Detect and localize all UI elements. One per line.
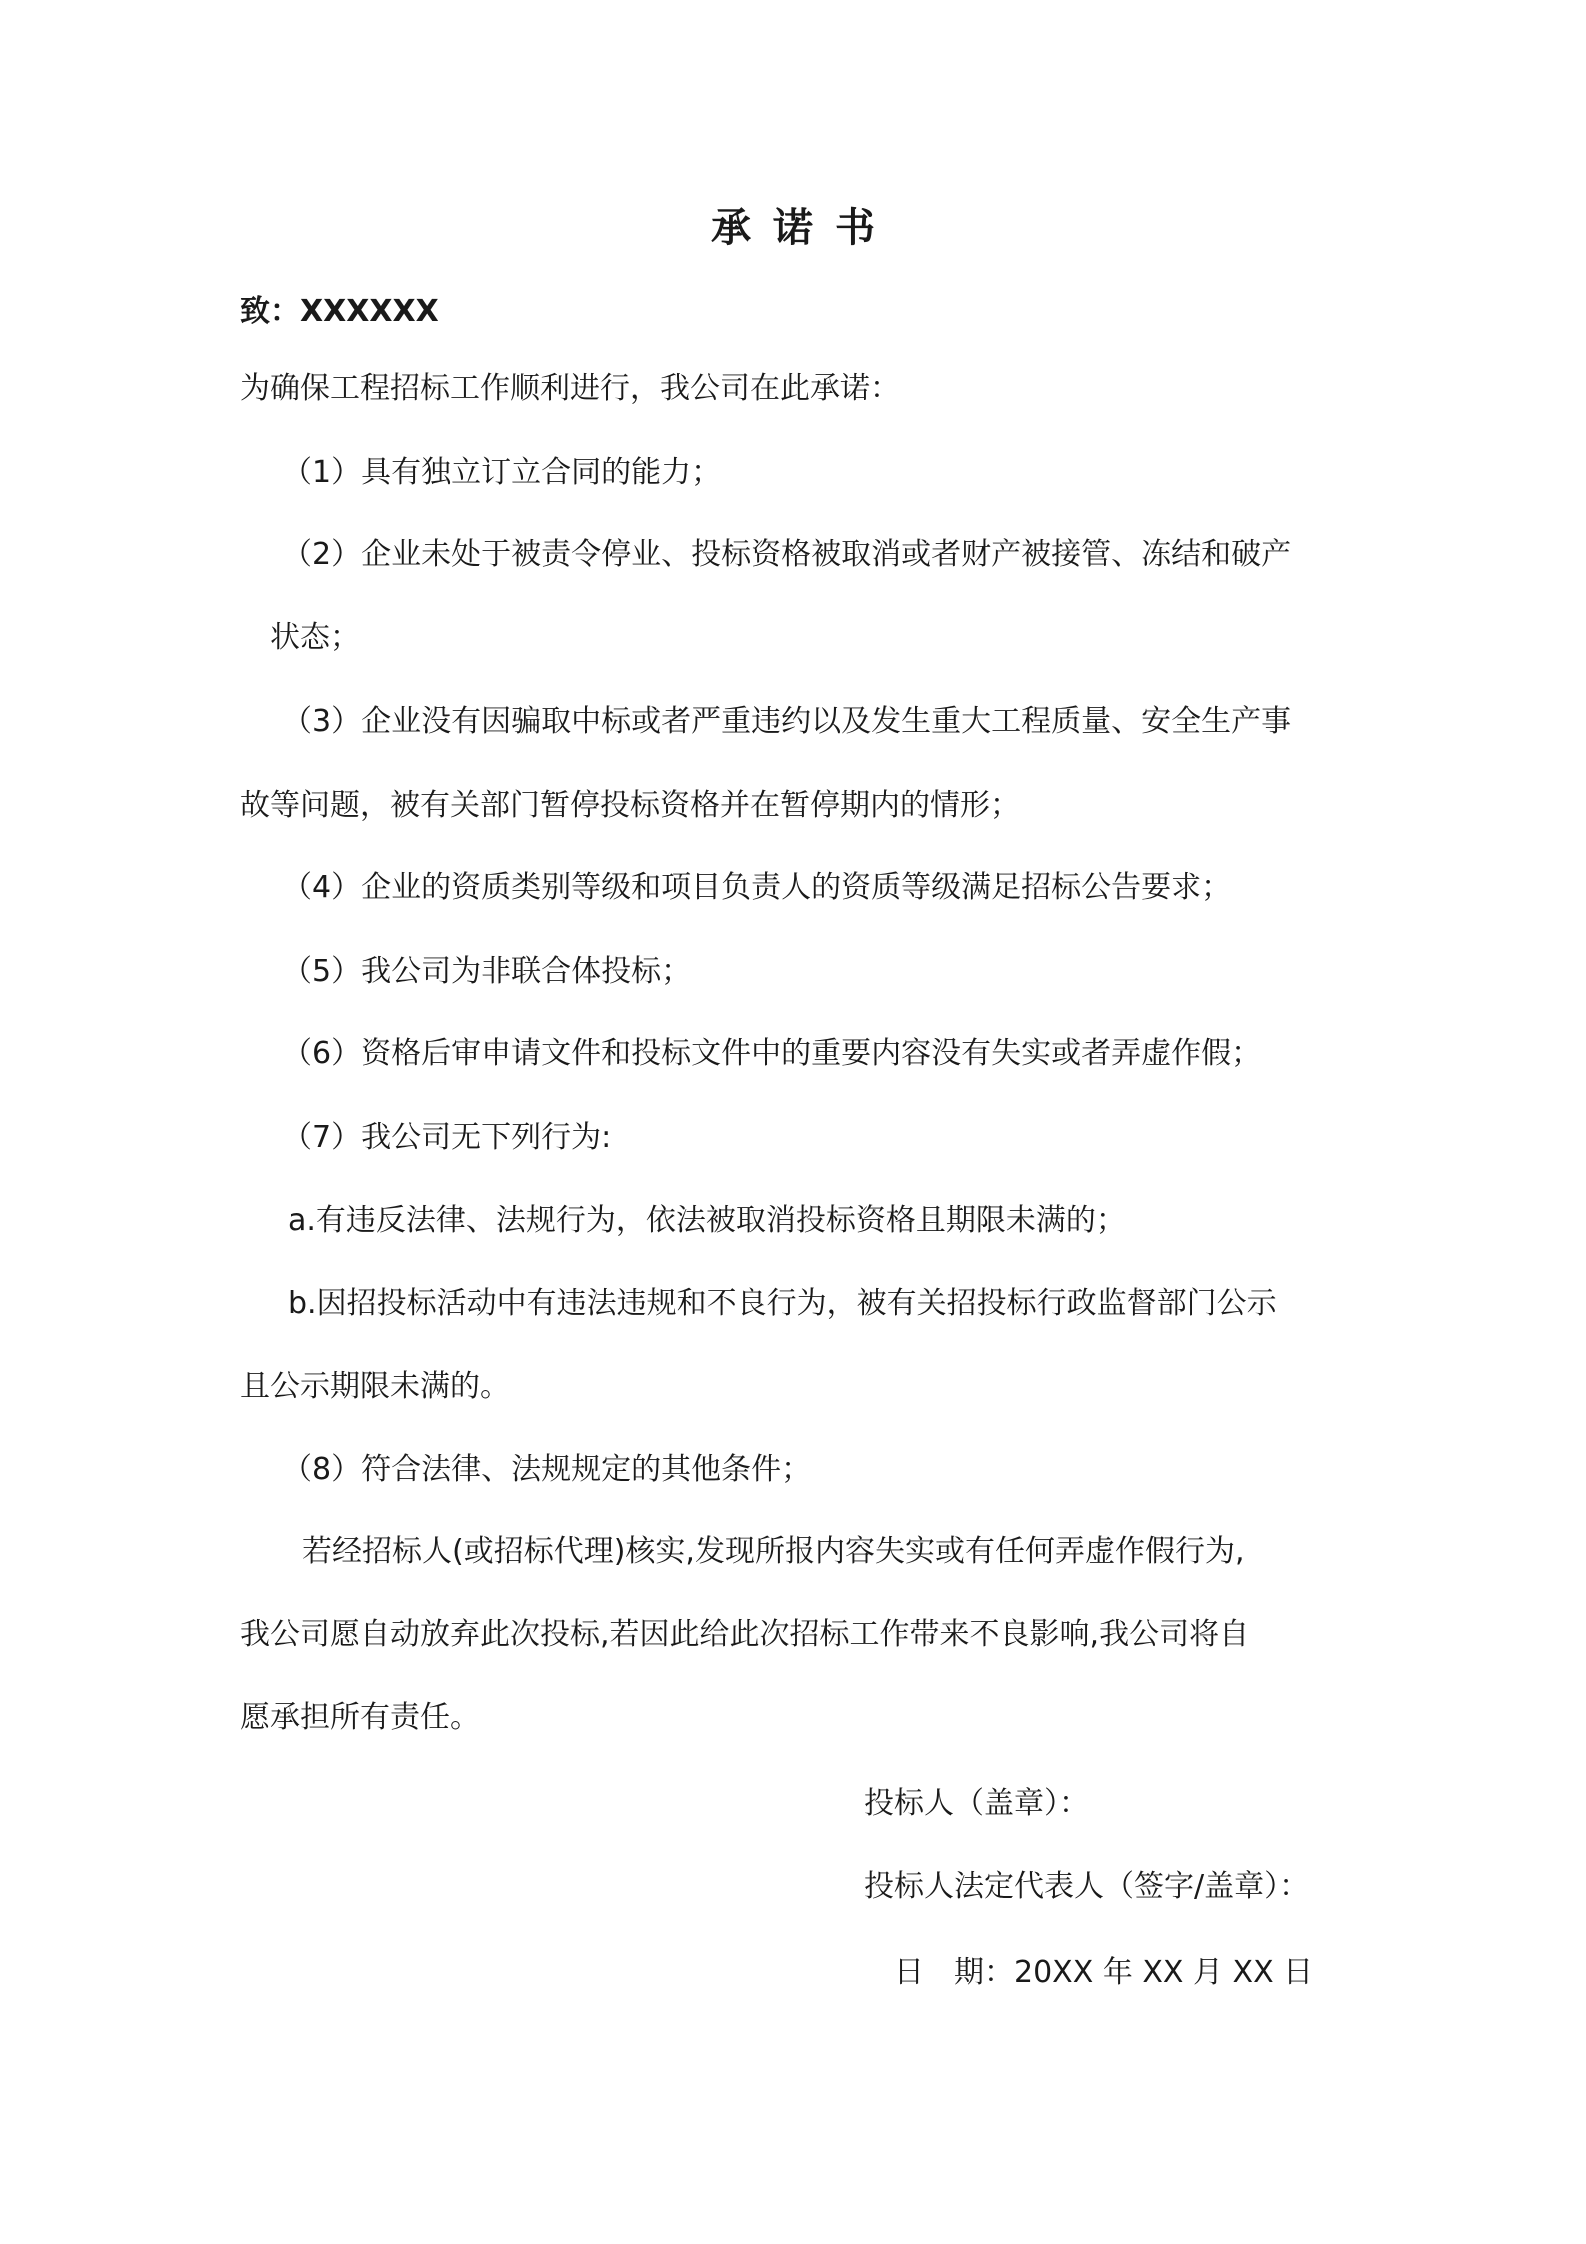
item-3-line-1: （3）企业没有因骗取中标或者严重违约以及发生重大工程质量、安全生产事 [282, 704, 1292, 739]
item-1: （1）具有独立订立合同的能力； [282, 455, 722, 490]
item-8: （8）符合法律、法规规定的其他条件； [282, 1452, 812, 1487]
closing-line-1: 若经招标人(或招标代理)核实,发现所报内容失实或有任何弄虚作假行为, [302, 1534, 1245, 1569]
item-4: （4）企业的资质类别等级和项目负责人的资质等级满足招标公告要求； [282, 870, 1232, 905]
item-2-line-1: （2）企业未处于被责令停业、投标资格被取消或者财产被接管、冻结和破产 [282, 537, 1292, 572]
item-5: （5）我公司为非联合体投标； [282, 954, 692, 989]
date-line: 日 期：20XX 年 XX 月 XX 日 [894, 1955, 1314, 1990]
item-3-line-2: 故等问题，被有关部门暂停投标资格并在暂停期内的情形； [240, 788, 1020, 823]
addressee-line: 致：XXXXXX [240, 294, 439, 329]
item-2-line-2: 状态； [270, 620, 360, 655]
document-title: 承诺书 [711, 205, 897, 251]
item-7b-line-1: b.因招投标活动中有违法违规和不良行为，被有关招投标行政监督部门公示 [288, 1286, 1277, 1321]
bidder-seal-line: 投标人（盖章）： [864, 1786, 1089, 1821]
item-7b-line-2: 且公示期限未满的。 [240, 1369, 510, 1404]
closing-line-2: 我公司愿自动放弃此次投标,若因此给此次招标工作带来不良影响,我公司将自 [240, 1617, 1250, 1652]
legal-representative-line: 投标人法定代表人（签字/盖章）： [864, 1869, 1310, 1904]
item-6: （6）资格后审申请文件和投标文件中的重要内容没有失实或者弄虚作假； [282, 1036, 1262, 1071]
closing-line-3: 愿承担所有责任。 [240, 1700, 480, 1735]
item-7a: a.有违反法律、法规行为，依法被取消投标资格且期限未满的； [288, 1203, 1126, 1238]
item-7: （7）我公司无下列行为: [282, 1120, 612, 1155]
intro-paragraph: 为确保工程招标工作顺利进行，我公司在此承诺： [240, 371, 900, 406]
